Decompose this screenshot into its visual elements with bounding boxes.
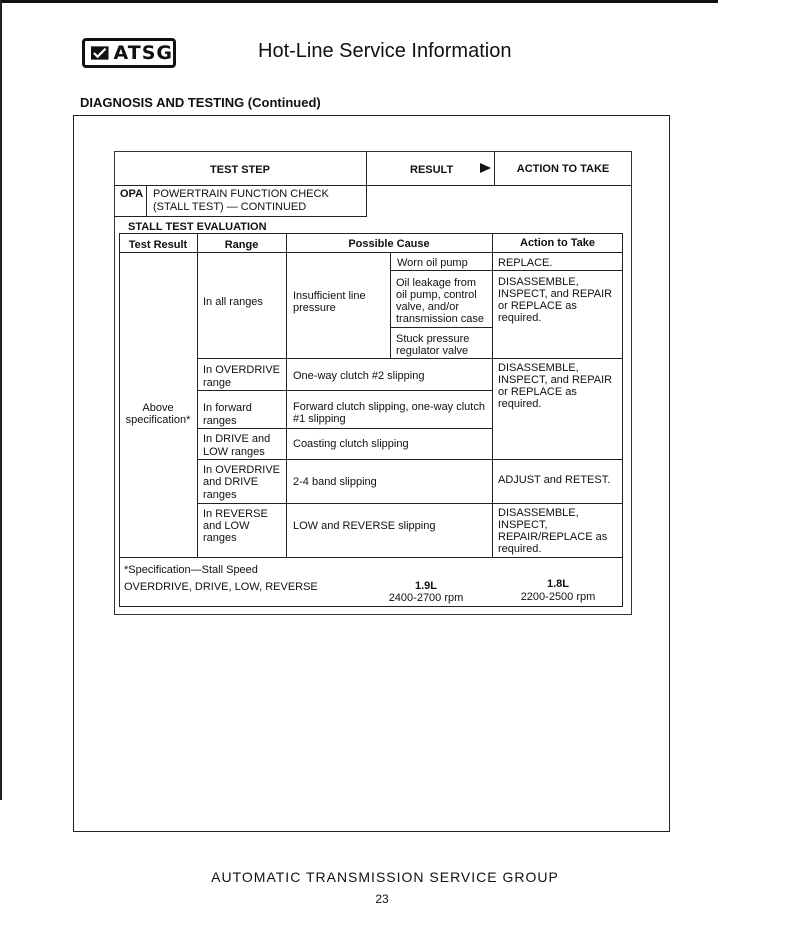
rule xyxy=(197,428,493,429)
divider xyxy=(146,185,147,216)
col-possible-cause: Possible Cause xyxy=(348,238,430,250)
action-replace: REPLACE. xyxy=(498,257,553,269)
step-code: OPA xyxy=(120,188,144,200)
logo-text: ATSG xyxy=(113,41,173,64)
header-test-step: TEST STEP xyxy=(210,164,270,176)
action-1d: required. xyxy=(498,312,542,324)
section-heading: DIAGNOSIS AND TESTING (Continued) xyxy=(80,95,321,110)
rule xyxy=(390,270,623,271)
action-3d: required. xyxy=(498,543,542,555)
divider xyxy=(390,252,391,358)
spec-eng1: 1.9L xyxy=(414,580,437,592)
col-test-result: Test Result xyxy=(128,239,188,251)
atsg-logo xyxy=(82,38,176,68)
cause-low-reverse: LOW and REVERSE slipping xyxy=(293,520,436,532)
spec-rpm2: 2200-2500 rpm xyxy=(520,591,596,603)
range-drive-low-1: In DRIVE and xyxy=(203,433,271,445)
rule xyxy=(390,327,493,328)
step-subtitle: (STALL TEST) — CONTINUED xyxy=(153,201,307,213)
header-action: ACTION TO TAKE xyxy=(516,163,610,175)
page-number: 23 xyxy=(375,892,389,906)
action-3a: DISASSEMBLE, xyxy=(498,507,579,519)
range-overdrive-1: In OVERDRIVE xyxy=(203,364,281,376)
cause-insufficient-2: pressure xyxy=(293,302,336,314)
range-od-drive-2: and DRIVE xyxy=(203,476,259,488)
cause-forward-2: #1 slipping xyxy=(293,413,346,425)
range-all: In all ranges xyxy=(203,296,263,308)
header-bottom-rule xyxy=(114,185,632,186)
cause-stuck-2: regulator valve xyxy=(396,345,469,357)
rule xyxy=(119,557,623,558)
col-action: Action to Take xyxy=(520,237,595,249)
left-rule xyxy=(0,0,2,800)
check-flag-icon xyxy=(91,44,109,62)
spec-note: *Specification—Stall Speed xyxy=(124,564,258,576)
action-1a: DISASSEMBLE, xyxy=(498,276,579,288)
test-result-line2: specification* xyxy=(125,414,191,426)
range-forward-2: ranges xyxy=(203,415,237,427)
page-title: Hot-Line Service Information xyxy=(258,40,512,62)
header-result: RESULT xyxy=(410,164,454,176)
footer-org: AUTOMATIC TRANSMISSION SERVICE GROUP xyxy=(211,869,559,885)
range-forward-1: In forward xyxy=(203,402,252,414)
cause-oil-leak-3: valve, and/or xyxy=(396,301,459,313)
arrow-right-icon xyxy=(480,163,491,173)
range-rev-low-2: and LOW xyxy=(203,520,250,532)
eval-title: STALL TEST EVALUATION xyxy=(128,221,267,233)
divider xyxy=(366,151,367,216)
action-2c: or REPLACE as xyxy=(498,386,577,398)
action-3b: INSPECT, xyxy=(498,519,548,531)
action-2b: INSPECT, and REPAIR xyxy=(498,374,613,386)
rule xyxy=(197,503,623,504)
cause-stuck-1: Stuck pressure xyxy=(396,333,470,345)
rule xyxy=(197,459,623,460)
cause-oil-leak-1: Oil leakage from xyxy=(396,277,477,289)
spec-rpm1: 2400-2700 rpm xyxy=(388,592,464,604)
action-2d: required. xyxy=(498,398,542,410)
cause-band: 2-4 band slipping xyxy=(293,476,377,488)
range-rev-low-3: ranges xyxy=(203,532,237,544)
cause-forward-1: Forward clutch slipping, one-way clutch xyxy=(293,401,485,413)
action-2a: DISASSEMBLE, xyxy=(498,362,579,374)
test-result-line1: Above xyxy=(142,402,174,414)
range-rev-low-1: In REVERSE xyxy=(203,508,268,520)
action-adjust: ADJUST and RETEST. xyxy=(498,474,611,486)
rule xyxy=(114,216,367,217)
cause-worn-pump: Worn oil pump xyxy=(397,257,468,269)
spec-ranges: OVERDRIVE, DRIVE, LOW, REVERSE xyxy=(124,581,318,593)
cause-oil-leak-2: oil pump, control xyxy=(396,289,477,301)
range-od-drive-1: In OVERDRIVE xyxy=(203,464,281,476)
spec-eng2: 1.8L xyxy=(546,578,569,590)
cause-insufficient: Insufficient line xyxy=(293,290,366,302)
action-3c: REPAIR/REPLACE as xyxy=(498,531,608,543)
divider xyxy=(286,233,287,557)
rule xyxy=(197,358,623,359)
range-drive-low-2: LOW ranges xyxy=(203,446,265,458)
range-od-drive-3: ranges xyxy=(203,489,237,501)
top-rule xyxy=(0,0,718,3)
rule xyxy=(197,390,493,391)
step-title: POWERTRAIN FUNCTION CHECK xyxy=(153,188,329,200)
cause-coasting: Coasting clutch slipping xyxy=(293,438,409,450)
divider xyxy=(197,233,198,557)
col-range: Range xyxy=(224,239,259,251)
rule xyxy=(119,252,623,253)
action-1c: or REPLACE as xyxy=(498,300,577,312)
range-overdrive-2: range xyxy=(203,377,232,389)
cause-oneway2: One-way clutch #2 slipping xyxy=(293,370,425,382)
action-1b: INSPECT, and REPAIR xyxy=(498,288,613,300)
divider xyxy=(492,233,493,557)
cause-oil-leak-4: transmission case xyxy=(396,313,485,325)
